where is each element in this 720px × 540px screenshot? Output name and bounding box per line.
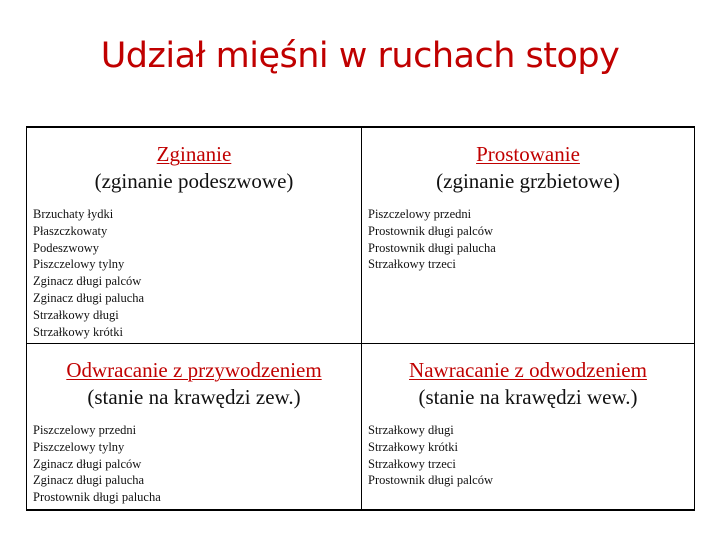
cell-heading — [362, 357, 694, 411]
list-item: Piszczelowy przedni — [368, 207, 472, 221]
cell-inversion — [27, 344, 361, 511]
movement-description: (zginanie grzbietowe) — [436, 169, 620, 193]
list-item: Prostownik długi palucha — [33, 490, 161, 505]
muscle-list — [368, 422, 493, 489]
movement-name: Nawracanie z odwodzeniem — [409, 358, 647, 382]
list-item: Brzuchaty łydki — [33, 207, 114, 221]
muscle-list — [33, 422, 161, 506]
list-item: Prostownik długi palucha — [368, 240, 496, 255]
movement-description: (zginanie podeszwowe) — [94, 169, 294, 193]
list-item: Piszczelowy tylny — [33, 439, 125, 454]
movement-name: Prostowanie — [476, 142, 580, 166]
list-item: Strzałkowy długi — [33, 307, 119, 322]
list-item: Zginacz długi palucha — [33, 473, 145, 488]
list-item: Piszczelowy przedni — [33, 423, 137, 437]
list-item: Prostownik długi palców — [368, 223, 493, 238]
movement-table — [26, 126, 695, 511]
list-item: Zginacz długi palców — [33, 274, 142, 289]
list-item: Zginacz długi palucha — [33, 290, 145, 305]
list-item: Strzałkowy krótki — [368, 439, 458, 454]
list-item: Strzałkowy długi — [368, 423, 454, 437]
movement-name: Zginanie — [156, 142, 232, 166]
muscle-list — [368, 206, 496, 273]
page-title: Udział mięśni w ruchach stopy — [100, 36, 620, 76]
cell-heading — [362, 141, 694, 195]
list-item: Strzałkowy krótki — [33, 324, 123, 339]
cell-flexion — [27, 128, 361, 343]
movement-description: (stanie na krawędzi wew.) — [418, 385, 638, 409]
list-item: Płaszczkowaty — [33, 223, 108, 238]
list-item: Zginacz długi palców — [33, 456, 142, 471]
list-item: Podeszwowy — [33, 240, 99, 255]
cell-heading — [27, 141, 361, 195]
list-item: Piszczelowy tylny — [33, 257, 125, 272]
list-item: Prostownik długi palców — [368, 473, 493, 488]
movement-name: Odwracanie z przywodzeniem — [66, 358, 322, 382]
list-item: Strzałkowy trzeci — [368, 456, 456, 471]
list-item: Strzałkowy trzeci — [368, 257, 456, 272]
movement-description: (stanie na krawędzi zew.) — [87, 385, 301, 409]
cell-eversion — [362, 344, 694, 511]
muscle-list — [33, 206, 144, 340]
cell-extension — [362, 128, 694, 343]
cell-heading — [27, 357, 361, 411]
